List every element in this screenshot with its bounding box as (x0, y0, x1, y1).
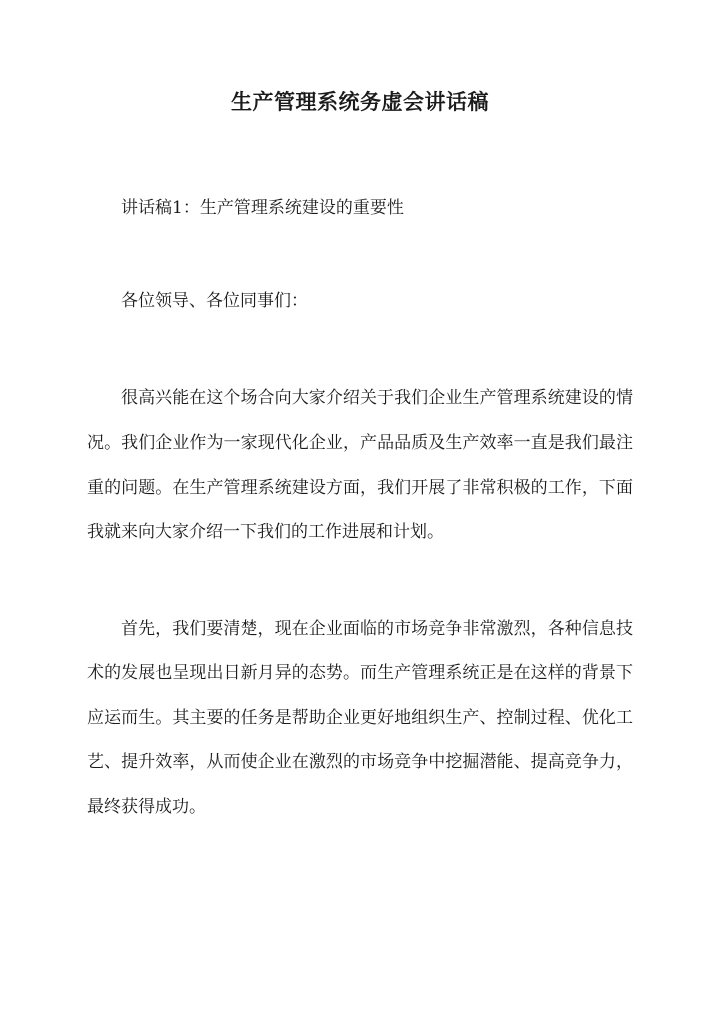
document-title: 生产管理系统务虚会讲话稿 (231, 89, 489, 114)
paragraph-line: 况。我们企业作为一家现代化企业，产品品质及生产效率一直是我们最注 (87, 433, 633, 453)
paragraph-line: 首先，我们要清楚，现在企业面临的市场竞争非常激烈，各种信息技 (121, 619, 633, 639)
paragraph-line: 很高兴能在这个场合向大家介绍关于我们企业生产管理系统建设的情 (121, 388, 633, 408)
paragraph-line: 艺、提升效率，从而使企业在激烈的市场竞争中挖掘潜能、提高竞争力， (87, 752, 633, 772)
paragraph-line: 术的发展也呈现出日新月异的态势。而生产管理系统正是在这样的背景下 (87, 663, 633, 683)
salutation: 各位领导、各位同事们： (121, 291, 308, 311)
paragraph-line: 应运而生。其主要的任务是帮助企业更好地组织生产、控制过程、优化工 (87, 708, 633, 728)
section-heading: 讲话稿1：生产管理系统建设的重要性 (121, 198, 404, 218)
paragraph-line: 最终获得成功。 (87, 797, 206, 817)
paragraph-line: 重的问题。在生产管理系统建设方面，我们开展了非常积极的工作，下面 (87, 478, 633, 498)
paragraph-line: 我就来向大家介绍一下我们的工作进展和计划。 (87, 522, 444, 542)
